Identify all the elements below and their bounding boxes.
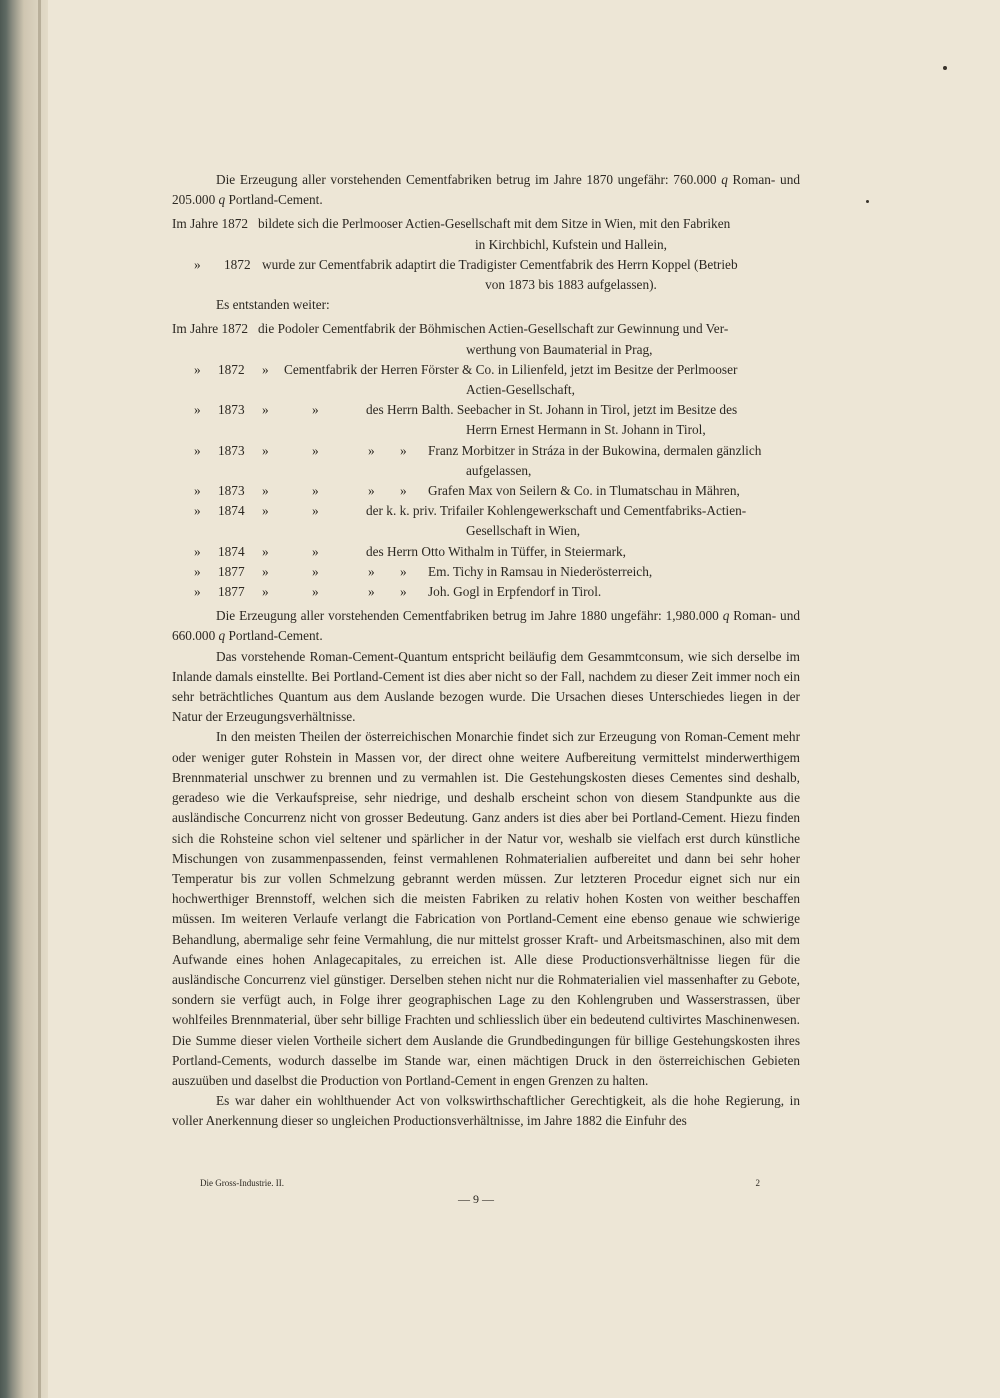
- paragraph-production-1870: Die Erzeugung aller vorstehenden Cementfabriken betrug im Jahre 1870 ungefähr: 760.000 q Roman- und 205.000 q Portland-Cement.: [172, 172, 800, 208]
- ditto-mark: »: [368, 442, 375, 458]
- factory-row: [172, 542, 800, 562]
- ditto-mark: »: [312, 563, 319, 579]
- entry-text: der k. k. priv. Trifailer Kohlengewerkschaft und Cementfabriks-Actien-: [366, 503, 747, 519]
- ditto-mark: »: [262, 361, 269, 377]
- entry-continuation: Gesellschaft in Wien,: [466, 523, 581, 539]
- speck: [866, 200, 869, 203]
- ditto-mark: »: [262, 402, 269, 418]
- ditto-mark: »: [312, 543, 319, 559]
- ditto-mark: »: [194, 483, 201, 499]
- ditto-mark: »: [312, 483, 319, 499]
- ditto-mark: »: [368, 584, 375, 600]
- factory-row: [172, 441, 800, 481]
- paragraph-production-1880: Die Erzeugung aller vorstehenden Cementfabriken betrug im Jahre 1880 ungefähr: 1,980.000 q Roman- und 660.000 q Portland-Cement.: [172, 608, 800, 644]
- ditto-mark: »: [400, 563, 407, 579]
- ditto-mark: »: [312, 442, 319, 458]
- factory-list: [172, 319, 800, 602]
- ditto-mark: »: [312, 503, 319, 519]
- factory-row: [172, 501, 800, 541]
- entry-podoler: [172, 319, 800, 359]
- entry-continuation: Herrn Ernest Hermann in St. Johann in Tirol,: [466, 422, 706, 438]
- ditto-mark: »: [262, 442, 269, 458]
- factory-row: [172, 582, 800, 602]
- ditto-mark: »: [262, 584, 269, 600]
- entry-year: 1872: [218, 361, 245, 377]
- ditto-mark: »: [262, 563, 269, 579]
- factory-row: [172, 481, 800, 501]
- entry-year: 1873: [218, 483, 245, 499]
- factory-row: [172, 360, 800, 400]
- ditto-mark: »: [194, 563, 201, 579]
- ditto-mark: »: [194, 361, 201, 377]
- signature-mark: Die Gross-Industrie. II.: [200, 1178, 284, 1188]
- entry-text: die Podoler Cementfabrik der Böhmischen Actien-Gesellschaft zur Gewinnung und Ver-: [258, 321, 729, 337]
- entry-year: 1874: [218, 543, 245, 559]
- ditto-mark: »: [312, 584, 319, 600]
- entry-perlmooser: [172, 214, 800, 254]
- entry-text: bildete sich die Perlmooser Actien-Gesellschaft mit dem Sitze in Wien, mit den Fabriken: [258, 216, 731, 232]
- ditto-mark: »: [262, 483, 269, 499]
- ditto-mark: »: [262, 503, 269, 519]
- entry-text: Em. Tichy in Ramsau in Niederösterreich,: [428, 563, 653, 579]
- entry-continuation: in Kirchbichl, Kufstein und Hallein,: [474, 236, 668, 252]
- entry-year: 1877: [218, 584, 245, 600]
- entry-continuation: werthung von Baumaterial in Prag,: [466, 341, 653, 357]
- ditto-mark: »: [194, 503, 201, 519]
- entry-lead: Im Jahre 1872: [172, 321, 249, 337]
- entry-lead: Im Jahre 1872: [172, 216, 249, 232]
- paragraph-consumption: Das vorstehende Roman-Cement-Quantum entspricht beiläufig dem Gesammtconsum, wie sich derselbe im Inlande damals einstellte. Bei Portland-Cement ist dies aber nicht so der Fall, nachdem zu dieser Zeit immer noch ein sehr beträchtliches Quantum aus dem Auslande bezogen wurde. Die Ursachen dieses Unterschiedes liegen in der Natur der Erzeugungsverhältnisse.: [172, 648, 800, 725]
- ditto-mark: »: [368, 563, 375, 579]
- factory-row: [172, 400, 800, 440]
- ditto-mark: »: [312, 402, 319, 418]
- page-number: — 9 —: [458, 1192, 494, 1206]
- entry-text: des Herrn Balth. Seebacher in St. Johann in Tirol, jetzt im Besitze des: [366, 402, 738, 418]
- paragraph-production-conditions: In den meisten Theilen der österreichischen Monarchie findet sich zur Erzeugung von Roman-Cement mehr oder weniger guter Rohstein in Massen vor, der direct ohne weitere Aufbereitung vermittelst minderwerthigem Brennmaterial unschwer zu brennen und zu vermahlen ist. Die Gestehungskosten dieses Cementes sind deshalb, geradeso wie die Verkaufspreise, sehr niedrige, und deshalb erscheint schon von diesem Standpunkte aus die ausländische Concurrenz nicht von grosser Bedeutung. Ganz anders ist dies aber bei Portland-Cement. Hiezu finden sich die Rohsteine schon viel seltener und spärlicher in der Natur vor, weshalb sie vielfach erst durch künstliche Mischungen von zusammenpassenden, feinst vermahlenen Rohmaterialien aufbereitet und dann bei sehr hoher Temperatur bis zur vollen Schmelzung gebrannt werden müssen. Zur letzteren Procedur eignet sich nur ein hochwerthiger Brennstoff, welchen sich die meisten Fabriken zu relativ hohen Kosten von weither beschaffen müssen. Im weiteren Verlaufe verlangt die Fabrication von Portland-Cement eine ebenso genaue wie schwierige Behandlung, abermalige sehr feine Vermahlung, die nur mittelst grosser Kraft- und Arbeitsmaschinen, also mit dem Aufwande eines hohen Anlagecapitales, zu erreichen ist. Alle diese Productionsverhältnisse liegen für die ausländische Concurrenz viel günstiger. Derselben stehen nicht nur die Rohmaterialien viel massenhafter zu Gebote, sondern sie verfügt auch, in Folge ihrer geographischen Lage zu den Kohlengruben und Wasserstrassen, über wohlfeiles Brennmaterial, über sehr billige Frachten und schliesslich über ein bedeutend cultivirtes Maschinenwesen. Die Summe dieser vielen Vortheile sichert dem Auslande die Grundbedingungen für billige Gestehungskosten ihres Portland-Cements, wodurch dasselbe im Stande war, einen mächtigen Druck in den österreichischen Gebieten auszuüben und daselbst die Production von Portland-Cement in engen Grenzen zu halten.: [172, 729, 800, 1088]
- ditto-mark: »: [262, 543, 269, 559]
- page-edge: [38, 0, 41, 1398]
- entry-text: Franz Morbitzer in Stráza in der Bukowina, dermalen gänzlich: [428, 442, 762, 458]
- entry-year: 1877: [218, 563, 245, 579]
- body-text: [172, 170, 800, 1132]
- ditto-mark: »: [400, 584, 407, 600]
- entry-text: Cementfabrik der Herren Förster & Co. in Lilienfeld, jetzt im Besitze der Perlmooser: [284, 361, 738, 377]
- entry-text: des Herrn Otto Withalm in Tüffer, in Steiermark,: [366, 543, 627, 559]
- page-footer: [200, 1178, 760, 1188]
- ditto-mark: »: [368, 483, 375, 499]
- ditto-mark: »: [194, 442, 201, 458]
- entry-continuation: von 1873 bis 1883 aufgelassen).: [485, 277, 657, 293]
- entry-year: 1872: [224, 256, 251, 272]
- ditto-mark: »: [400, 483, 407, 499]
- ditto-mark: »: [400, 442, 407, 458]
- ditto-mark: »: [194, 402, 201, 418]
- speck: [943, 66, 947, 70]
- factory-row: [172, 562, 800, 582]
- ditto-mark: »: [194, 584, 201, 600]
- ditto-mark: »: [194, 543, 201, 559]
- paragraph-weiter: Es entstanden weiter:: [216, 297, 330, 313]
- paragraph-government: Es war daher ein wohlthuender Act von volkswirthschaftlicher Gerechtigkeit, als die hohe Regierung, in voller Anerkennung dieser so ungleichen Productionsverhältnisse, im Jahre 1882 die Einfuhr des: [172, 1093, 800, 1129]
- entry-text: Joh. Gogl in Erpfendorf in Tirol.: [428, 584, 602, 600]
- entry-text: wurde zur Cementfabrik adaptirt die Tradigister Cementfabrik des Herrn Koppel (Betrieb: [262, 256, 738, 272]
- entry-year: 1873: [218, 442, 245, 458]
- entry-continuation: aufgelassen,: [466, 462, 532, 478]
- sheet-number: 2: [755, 1178, 760, 1188]
- ditto-mark: »: [194, 256, 201, 272]
- entry-text: Grafen Max von Seilern & Co. in Tlumatschau in Mähren,: [428, 483, 740, 499]
- entry-year: 1873: [218, 402, 245, 418]
- entry-continuation: Actien-Gesellschaft,: [466, 382, 575, 398]
- entry-year: 1874: [218, 503, 245, 519]
- entry-tradigist: [172, 255, 800, 295]
